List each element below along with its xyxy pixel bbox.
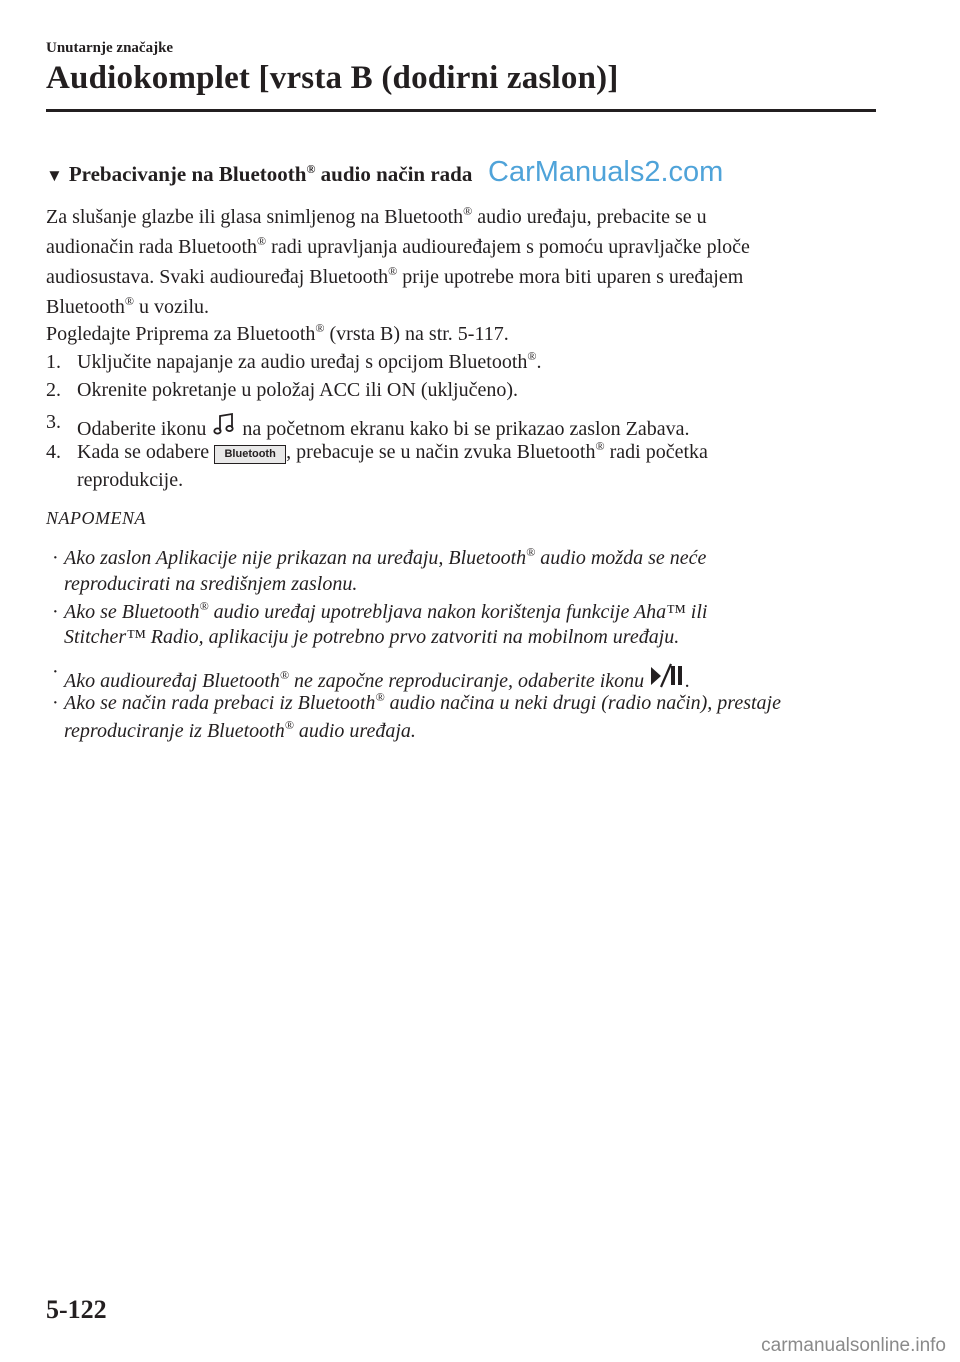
- section-heading: [46, 162, 472, 187]
- bullet-dot: ·: [52, 601, 59, 623]
- note-title: NAPOMENA: [46, 508, 146, 528]
- step-number: 4.: [46, 441, 61, 463]
- page-reference: Pogledajte Priprema za Bluetooth® (vrsta B) na str. 5-117.: [46, 321, 509, 345]
- page-number: 5-122: [46, 1295, 107, 1324]
- intro-line-4: Bluetooth® u vozilu.: [46, 294, 210, 318]
- page-title: Audiokomplet [vrsta B (dodirni zaslon)]: [46, 60, 619, 96]
- intro-line-1: Za slušanje glazbe ili glasa snimljenog na Bluetooth® audio uređaju, prebacite se u: [46, 204, 707, 228]
- step-2-text: Okrenite pokretanje u položaj ACC ili ON (uključeno).: [77, 379, 519, 401]
- bullet-dot: ·: [52, 661, 59, 683]
- note-bullet-1: Ako zaslon Aplikacije nije prikazan na uređaju, Bluetooth® audio možda se neće: [64, 545, 707, 569]
- step-number: 3.: [46, 411, 61, 433]
- triangle-marker-icon: ▼: [46, 166, 63, 185]
- bluetooth-button-graphic: Bluetooth: [214, 445, 286, 464]
- step-4-text: Kada se odabere Bluetooth , prebacuje se u način zvuka Bluetooth® radi početka: [77, 439, 708, 463]
- bullet-dot: ·: [52, 547, 59, 569]
- step-number: 2.: [46, 379, 61, 401]
- registered-mark: ®: [306, 162, 316, 176]
- music-note-icon: [211, 411, 237, 443]
- note-bullet-3: Ako audiouređaj Bluetooth® ne započne reproduciranje, odaberite ikonu .: [64, 661, 690, 695]
- note-bullet-2: Ako se Bluetooth® audio uređaj upotrebljava nakon korištenja funkcije Aha™ ili: [64, 599, 708, 623]
- title-divider: [46, 109, 876, 112]
- footer-watermark: carmanualsonline.info: [761, 1335, 946, 1356]
- intro-line-2: audionačin rada Bluetooth® radi upravljanja audiouređajem s pomoću upravljačke ploče: [46, 234, 750, 258]
- heading-text: Prebacivanje na Bluetooth: [68, 162, 307, 186]
- step-number: 1.: [46, 351, 61, 373]
- note-bullet-2-cont: Stitcher™ Radio, aplikaciju je potrebno prvo zatvoriti na mobilnom uređaju.: [64, 626, 680, 648]
- bullet-dot: ·: [52, 692, 59, 714]
- watermark-logo: CarManuals2.com: [488, 156, 724, 188]
- note-bullet-4-cont: reproduciranje iz Bluetooth® audio uređaja.: [64, 718, 416, 742]
- play-pause-icon: [649, 661, 685, 695]
- heading-text-end: audio način rada: [315, 162, 473, 186]
- step-3-text: Odaberite ikonu na početnom ekranu kako bi se prikazao zaslon Zabava.: [77, 411, 689, 443]
- note-bullet-4: Ako se način rada prebaci iz Bluetooth® audio načina u neki drugi (radio način), prestaje: [64, 690, 781, 714]
- section-label: Unutarnje značajke: [46, 40, 174, 56]
- note-bullet-1-cont: reproducirati na središnjem zaslonu.: [64, 573, 358, 595]
- step-4-text-cont: reprodukcije.: [77, 469, 184, 491]
- step-1-text: Uključite napajanje za audio uređaj s opcijom Bluetooth®.: [77, 349, 542, 373]
- intro-line-3: audiosustava. Svaki audiouređaj Bluetooth® prije upotrebe mora biti uparen s uređajem: [46, 264, 744, 288]
